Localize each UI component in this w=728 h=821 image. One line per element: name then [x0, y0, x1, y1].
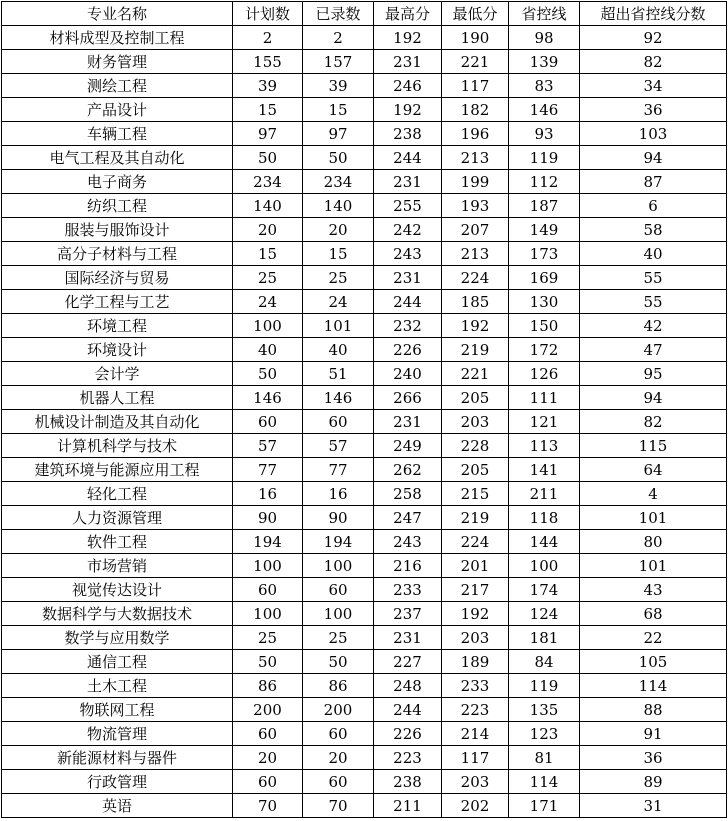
above-control-line-cell: 58 — [580, 218, 727, 242]
plan-count-cell: 40 — [233, 338, 303, 362]
admitted-count-cell: 90 — [303, 506, 374, 530]
min-score-cell: 213 — [442, 146, 509, 170]
major-name-cell: 新能源材料与器件 — [2, 746, 233, 770]
min-score-cell: 189 — [442, 650, 509, 674]
plan-count-cell: 200 — [233, 698, 303, 722]
table-row — [2, 506, 727, 530]
major-name-cell: 行政管理 — [2, 770, 233, 794]
major-name-cell: 数学与应用数学 — [2, 626, 233, 650]
admitted-count-cell: 70 — [303, 794, 374, 818]
above-control-line-cell: 43 — [580, 578, 727, 602]
control-line-cell: 119 — [509, 146, 580, 170]
admitted-count-cell: 40 — [303, 338, 374, 362]
min-score-cell: 215 — [442, 482, 509, 506]
admitted-count-cell: 16 — [303, 482, 374, 506]
plan-count-cell: 39 — [233, 74, 303, 98]
major-name-cell: 机械设计制造及其自动化 — [2, 410, 233, 434]
max-score-cell: 231 — [374, 170, 442, 194]
above-control-line-cell: 22 — [580, 626, 727, 650]
above-control-line-cell: 94 — [580, 386, 727, 410]
min-score-cell: 192 — [442, 314, 509, 338]
min-score-cell: 205 — [442, 386, 509, 410]
admitted-count-cell: 25 — [303, 626, 374, 650]
control-line-cell: 146 — [509, 98, 580, 122]
table-row — [2, 386, 727, 410]
plan-count-cell: 194 — [233, 530, 303, 554]
control-line-cell: 173 — [509, 242, 580, 266]
control-line-cell: 93 — [509, 122, 580, 146]
admitted-count-cell: 25 — [303, 266, 374, 290]
table-row — [2, 74, 727, 98]
max-score-cell: 237 — [374, 602, 442, 626]
plan-count-cell: 60 — [233, 578, 303, 602]
control-line-cell: 123 — [509, 722, 580, 746]
max-score-cell: 238 — [374, 770, 442, 794]
above-control-line-cell: 36 — [580, 746, 727, 770]
control-line-cell: 135 — [509, 698, 580, 722]
control-line-cell: 130 — [509, 290, 580, 314]
admitted-count-cell: 15 — [303, 98, 374, 122]
plan-count-cell: 60 — [233, 722, 303, 746]
control-line-cell: 98 — [509, 26, 580, 50]
above-control-line-cell: 87 — [580, 170, 727, 194]
plan-count-cell: 70 — [233, 794, 303, 818]
max-score-cell: 244 — [374, 146, 442, 170]
max-score-cell: 232 — [374, 314, 442, 338]
admitted-count-cell: 50 — [303, 146, 374, 170]
min-score-cell: 203 — [442, 410, 509, 434]
major-name-cell: 数据科学与大数据技术 — [2, 602, 233, 626]
max-score-cell: 249 — [374, 434, 442, 458]
major-name-cell: 会计学 — [2, 362, 233, 386]
min-score-cell: 223 — [442, 698, 509, 722]
max-score-cell: 244 — [374, 290, 442, 314]
min-score-cell: 233 — [442, 674, 509, 698]
above-control-line-cell: 80 — [580, 530, 727, 554]
admitted-count-cell: 97 — [303, 122, 374, 146]
control-line-cell: 112 — [509, 170, 580, 194]
table-row — [2, 50, 727, 74]
major-name-cell: 物联网工程 — [2, 698, 233, 722]
plan-count-cell: 15 — [233, 242, 303, 266]
table-row — [2, 554, 727, 578]
max-score-cell: 233 — [374, 578, 442, 602]
max-score-cell: 227 — [374, 650, 442, 674]
above-control-line-cell: 82 — [580, 50, 727, 74]
admitted-count-cell: 60 — [303, 410, 374, 434]
major-name-cell: 环境工程 — [2, 314, 233, 338]
plan-count-cell: 50 — [233, 362, 303, 386]
min-score-cell: 185 — [442, 290, 509, 314]
header-plan-count: 计划数 — [233, 2, 303, 26]
above-control-line-cell: 89 — [580, 770, 727, 794]
above-control-line-cell: 6 — [580, 194, 727, 218]
control-line-cell: 113 — [509, 434, 580, 458]
admitted-count-cell: 200 — [303, 698, 374, 722]
header-max-score: 最高分 — [374, 2, 442, 26]
min-score-cell: 228 — [442, 434, 509, 458]
max-score-cell: 240 — [374, 362, 442, 386]
major-name-cell: 英语 — [2, 794, 233, 818]
max-score-cell: 223 — [374, 746, 442, 770]
admitted-count-cell: 100 — [303, 554, 374, 578]
control-line-cell: 121 — [509, 410, 580, 434]
control-line-cell: 139 — [509, 50, 580, 74]
min-score-cell: 193 — [442, 194, 509, 218]
admitted-count-cell: 15 — [303, 242, 374, 266]
plan-count-cell: 25 — [233, 266, 303, 290]
table-row — [2, 722, 727, 746]
min-score-cell: 214 — [442, 722, 509, 746]
plan-count-cell: 50 — [233, 146, 303, 170]
max-score-cell: 248 — [374, 674, 442, 698]
major-name-cell: 国际经济与贸易 — [2, 266, 233, 290]
major-name-cell: 车辆工程 — [2, 122, 233, 146]
above-control-line-cell: 34 — [580, 74, 727, 98]
control-line-cell: 111 — [509, 386, 580, 410]
above-control-line-cell: 47 — [580, 338, 727, 362]
above-control-line-cell: 115 — [580, 434, 727, 458]
control-line-cell: 211 — [509, 482, 580, 506]
above-control-line-cell: 42 — [580, 314, 727, 338]
above-control-line-cell: 92 — [580, 26, 727, 50]
max-score-cell: 192 — [374, 98, 442, 122]
min-score-cell: 224 — [442, 266, 509, 290]
table-row — [2, 410, 727, 434]
plan-count-cell: 146 — [233, 386, 303, 410]
admitted-count-cell: 157 — [303, 50, 374, 74]
major-name-cell: 物流管理 — [2, 722, 233, 746]
admitted-count-cell: 77 — [303, 458, 374, 482]
min-score-cell: 199 — [442, 170, 509, 194]
header-above-control-line: 超出省控线分数 — [580, 2, 727, 26]
min-score-cell: 117 — [442, 74, 509, 98]
min-score-cell: 190 — [442, 26, 509, 50]
above-control-line-cell: 101 — [580, 554, 727, 578]
table-row — [2, 650, 727, 674]
table-row — [2, 290, 727, 314]
min-score-cell: 182 — [442, 98, 509, 122]
admitted-count-cell: 39 — [303, 74, 374, 98]
above-control-line-cell: 68 — [580, 602, 727, 626]
major-name-cell: 高分子材料与工程 — [2, 242, 233, 266]
admitted-count-cell: 86 — [303, 674, 374, 698]
admitted-count-cell: 20 — [303, 746, 374, 770]
plan-count-cell: 90 — [233, 506, 303, 530]
max-score-cell: 231 — [374, 266, 442, 290]
min-score-cell: 196 — [442, 122, 509, 146]
major-name-cell: 测绘工程 — [2, 74, 233, 98]
major-name-cell: 软件工程 — [2, 530, 233, 554]
table-row — [2, 26, 727, 50]
table-row — [2, 170, 727, 194]
control-line-cell: 118 — [509, 506, 580, 530]
table-row — [2, 194, 727, 218]
min-score-cell: 205 — [442, 458, 509, 482]
table-row — [2, 338, 727, 362]
above-control-line-cell: 82 — [580, 410, 727, 434]
admitted-count-cell: 60 — [303, 722, 374, 746]
major-name-cell: 人力资源管理 — [2, 506, 233, 530]
max-score-cell: 211 — [374, 794, 442, 818]
min-score-cell: 117 — [442, 746, 509, 770]
above-control-line-cell: 114 — [580, 674, 727, 698]
min-score-cell: 217 — [442, 578, 509, 602]
min-score-cell: 224 — [442, 530, 509, 554]
admitted-count-cell: 24 — [303, 290, 374, 314]
max-score-cell: 238 — [374, 122, 442, 146]
max-score-cell: 231 — [374, 626, 442, 650]
table-row — [2, 626, 727, 650]
table-row — [2, 242, 727, 266]
plan-count-cell: 100 — [233, 602, 303, 626]
major-name-cell: 机器人工程 — [2, 386, 233, 410]
admitted-count-cell: 140 — [303, 194, 374, 218]
major-name-cell: 服装与服饰设计 — [2, 218, 233, 242]
header-major-name: 专业名称 — [2, 2, 233, 26]
control-line-cell: 150 — [509, 314, 580, 338]
control-line-cell: 141 — [509, 458, 580, 482]
major-name-cell: 轻化工程 — [2, 482, 233, 506]
max-score-cell: 243 — [374, 530, 442, 554]
major-name-cell: 视觉传达设计 — [2, 578, 233, 602]
major-name-cell: 电气工程及其自动化 — [2, 146, 233, 170]
plan-count-cell: 60 — [233, 770, 303, 794]
min-score-cell: 203 — [442, 626, 509, 650]
max-score-cell: 262 — [374, 458, 442, 482]
table-row — [2, 746, 727, 770]
table-row — [2, 122, 727, 146]
admitted-count-cell: 20 — [303, 218, 374, 242]
table-row — [2, 434, 727, 458]
table-row — [2, 794, 727, 818]
admitted-count-cell: 194 — [303, 530, 374, 554]
max-score-cell: 243 — [374, 242, 442, 266]
control-line-cell: 124 — [509, 602, 580, 626]
control-line-cell: 171 — [509, 794, 580, 818]
control-line-cell: 83 — [509, 74, 580, 98]
above-control-line-cell: 40 — [580, 242, 727, 266]
major-name-cell: 材料成型及控制工程 — [2, 26, 233, 50]
above-control-line-cell: 94 — [580, 146, 727, 170]
table-row — [2, 218, 727, 242]
above-control-line-cell: 4 — [580, 482, 727, 506]
plan-count-cell: 20 — [233, 218, 303, 242]
major-name-cell: 建筑环境与能源应用工程 — [2, 458, 233, 482]
header-min-score: 最低分 — [442, 2, 509, 26]
max-score-cell: 192 — [374, 26, 442, 50]
plan-count-cell: 140 — [233, 194, 303, 218]
control-line-cell: 169 — [509, 266, 580, 290]
min-score-cell: 221 — [442, 50, 509, 74]
plan-count-cell: 57 — [233, 434, 303, 458]
control-line-cell: 81 — [509, 746, 580, 770]
above-control-line-cell: 31 — [580, 794, 727, 818]
min-score-cell: 202 — [442, 794, 509, 818]
above-control-line-cell: 105 — [580, 650, 727, 674]
max-score-cell: 266 — [374, 386, 442, 410]
max-score-cell: 246 — [374, 74, 442, 98]
min-score-cell: 201 — [442, 554, 509, 578]
plan-count-cell: 24 — [233, 290, 303, 314]
above-control-line-cell: 55 — [580, 266, 727, 290]
plan-count-cell: 86 — [233, 674, 303, 698]
control-line-cell: 174 — [509, 578, 580, 602]
min-score-cell: 192 — [442, 602, 509, 626]
table-row — [2, 362, 727, 386]
control-line-cell: 84 — [509, 650, 580, 674]
plan-count-cell: 77 — [233, 458, 303, 482]
major-name-cell: 财务管理 — [2, 50, 233, 74]
above-control-line-cell: 101 — [580, 506, 727, 530]
plan-count-cell: 234 — [233, 170, 303, 194]
max-score-cell: 226 — [374, 722, 442, 746]
major-name-cell: 环境设计 — [2, 338, 233, 362]
plan-count-cell: 60 — [233, 410, 303, 434]
plan-count-cell: 100 — [233, 314, 303, 338]
plan-count-cell: 50 — [233, 650, 303, 674]
major-name-cell: 土木工程 — [2, 674, 233, 698]
control-line-cell: 119 — [509, 674, 580, 698]
table-row — [2, 482, 727, 506]
above-control-line-cell: 36 — [580, 98, 727, 122]
major-name-cell: 通信工程 — [2, 650, 233, 674]
control-line-cell: 100 — [509, 554, 580, 578]
plan-count-cell: 97 — [233, 122, 303, 146]
plan-count-cell: 25 — [233, 626, 303, 650]
max-score-cell: 244 — [374, 698, 442, 722]
table-row — [2, 770, 727, 794]
admitted-count-cell: 2 — [303, 26, 374, 50]
max-score-cell: 226 — [374, 338, 442, 362]
control-line-cell: 149 — [509, 218, 580, 242]
above-control-line-cell: 95 — [580, 362, 727, 386]
table-row — [2, 674, 727, 698]
min-score-cell: 219 — [442, 338, 509, 362]
above-control-line-cell: 55 — [580, 290, 727, 314]
table-row — [2, 314, 727, 338]
table-row — [2, 146, 727, 170]
control-line-cell: 144 — [509, 530, 580, 554]
max-score-cell: 258 — [374, 482, 442, 506]
admitted-count-cell: 50 — [303, 650, 374, 674]
min-score-cell: 203 — [442, 770, 509, 794]
above-control-line-cell: 88 — [580, 698, 727, 722]
major-name-cell: 化学工程与工艺 — [2, 290, 233, 314]
above-control-line-cell: 91 — [580, 722, 727, 746]
max-score-cell: 216 — [374, 554, 442, 578]
plan-count-cell: 100 — [233, 554, 303, 578]
max-score-cell: 242 — [374, 218, 442, 242]
admitted-count-cell: 101 — [303, 314, 374, 338]
header-admitted-count: 已录数 — [303, 2, 374, 26]
header-control-line: 省控线 — [509, 2, 580, 26]
above-control-line-cell: 64 — [580, 458, 727, 482]
admitted-count-cell: 57 — [303, 434, 374, 458]
control-line-cell: 187 — [509, 194, 580, 218]
min-score-cell: 213 — [442, 242, 509, 266]
table-header-row — [2, 2, 727, 26]
admitted-count-cell: 234 — [303, 170, 374, 194]
control-line-cell: 181 — [509, 626, 580, 650]
max-score-cell: 231 — [374, 50, 442, 74]
plan-count-cell: 15 — [233, 98, 303, 122]
table-row — [2, 602, 727, 626]
max-score-cell: 247 — [374, 506, 442, 530]
min-score-cell: 207 — [442, 218, 509, 242]
max-score-cell: 255 — [374, 194, 442, 218]
admitted-count-cell: 100 — [303, 602, 374, 626]
min-score-cell: 221 — [442, 362, 509, 386]
table-row — [2, 698, 727, 722]
control-line-cell: 114 — [509, 770, 580, 794]
above-control-line-cell: 103 — [580, 122, 727, 146]
min-score-cell: 219 — [442, 506, 509, 530]
major-name-cell: 市场营销 — [2, 554, 233, 578]
plan-count-cell: 155 — [233, 50, 303, 74]
control-line-cell: 172 — [509, 338, 580, 362]
max-score-cell: 231 — [374, 410, 442, 434]
table-body — [2, 26, 727, 818]
admitted-count-cell: 51 — [303, 362, 374, 386]
table-row — [2, 578, 727, 602]
major-name-cell: 纺织工程 — [2, 194, 233, 218]
admitted-count-cell: 60 — [303, 770, 374, 794]
table-row — [2, 458, 727, 482]
admitted-count-cell: 146 — [303, 386, 374, 410]
admission-scores-table — [1, 1, 727, 818]
control-line-cell: 126 — [509, 362, 580, 386]
plan-count-cell: 20 — [233, 746, 303, 770]
admitted-count-cell: 60 — [303, 578, 374, 602]
table-row — [2, 530, 727, 554]
major-name-cell: 电子商务 — [2, 170, 233, 194]
table-row — [2, 266, 727, 290]
table-row — [2, 98, 727, 122]
plan-count-cell: 2 — [233, 26, 303, 50]
major-name-cell: 产品设计 — [2, 98, 233, 122]
plan-count-cell: 16 — [233, 482, 303, 506]
major-name-cell: 计算机科学与技术 — [2, 434, 233, 458]
